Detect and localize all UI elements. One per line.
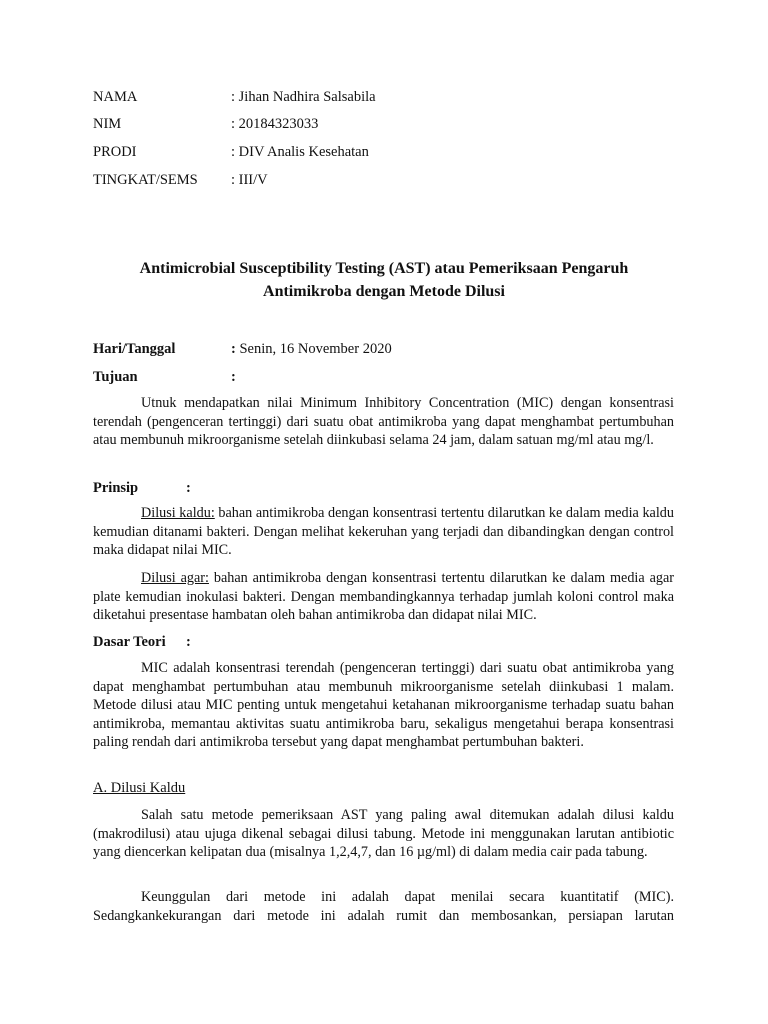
section-a-paragraph-1: Salah satu metode pemeriksaan AST yang paling awal ditemukan adalah dilusi kaldu (makrodilusi) atau ujuga dikenal sebagai dilusi tabung. Metode ini menggunakan larutan antibiotic yang diencerkan kelipatan dua (misalnya 1,2,4,7, dan 16 µg/ml) di dalam media cair pada tabung.	[93, 807, 674, 861]
dasar-teori-paragraph: MIC adalah konsentrasi terendah (pengenceran tertinggi) dari suatu obat antimikroba yang dapat menghambat pertumbuhan atau membunuh mikroorganisme setelah diinkubasi 1 malam. Metode dilusi atau MIC penting untuk mengetahui ketahanan mikroorganisme terhadap suatu bahan antimikroba, memantau aktivitas suatu antimikroba baru, sekaligus mengetahui berapa konsentrasi paling rendah dari antimikroba tersebut yang dapat menghambat pertumbuhan bakteri.	[93, 660, 674, 751]
dilusi-agar-text: bahan antimikroba dengan konsentrasi tertentu dilarutkan ke dalam media agar plate kemudian inokulasi bakteri. Dengan membandingkannya terhadap jumlah koloni control maka diketahui presentase hambatan oleh bahan antimikroba dan didapat nilai MIC.	[93, 570, 674, 624]
tujuan-paragraph: Utnuk mendapatkan nilai Minimum Inhibitory Concentration (MIC) dengan konsentrasi terendah (pengenceran tertinggi) dari suatu obat antimikroba yang dapat menghambat pertumbuhan atau membunuh mikroorganisme setelah diinkubasi selama 24 jam, dalam satuan mg/ml atau mg/l.	[93, 395, 674, 449]
dasar-teori-label: Dasar Teori	[93, 634, 166, 650]
prodi-value: : DIV Analis Kesehatan	[231, 144, 369, 160]
tingkat-value: : III/V	[231, 172, 268, 188]
nim-value: : 20184323033	[231, 116, 319, 132]
prodi-label: PRODI	[93, 144, 137, 160]
section-a-paragraph-2: Keunggulan dari metode ini adalah dapat menilai secara kuantitatif (MIC). Sedangkankekurangan dari metode ini adalah rumit dan membosankan, persiapan larutan	[93, 889, 674, 924]
prinsip-colon: :	[186, 480, 191, 496]
dilusi-kaldu-paragraph	[93, 504, 674, 560]
nim-label: NIM	[93, 116, 122, 132]
nama-value: : Jihan Nadhira Salsabila	[231, 89, 376, 105]
title-line-1: Antimicrobial Susceptibility Testing (AST) atau Pemeriksaan Pengaruh	[139, 260, 629, 277]
dilusi-kaldu-term: Dilusi kaldu:	[141, 505, 215, 521]
hari-tanggal-line	[231, 339, 392, 359]
document-title	[70, 257, 698, 303]
hari-tanggal-value: Senin, 16 November 2020	[235, 341, 392, 357]
nama-label: NAMA	[93, 89, 138, 105]
section-a-heading: A. Dilusi Kaldu	[93, 780, 186, 796]
tujuan-label: Tujuan	[93, 369, 138, 385]
title-line-2: Antimikroba dengan Metode Dilusi	[263, 283, 505, 300]
dilusi-kaldu-text: bahan antimikroba dengan konsentrasi tertentu dilarutkan ke dalam media kaldu kemudian ditanami bakteri. Dengan melihat kekeruhan yang terjadi dan dibandingkan dengan control maka didapat nilai MIC.	[93, 505, 674, 559]
dasar-teori-colon: :	[186, 634, 191, 650]
dilusi-agar-paragraph	[93, 569, 674, 625]
prinsip-label: Prinsip	[93, 480, 139, 496]
dilusi-agar-term: Dilusi agar:	[141, 570, 209, 586]
hari-tanggal-label: Hari/Tanggal	[93, 341, 176, 357]
tujuan-colon: :	[231, 369, 236, 385]
hari-tanggal-colon: :	[231, 341, 236, 357]
tingkat-label: TINGKAT/SEMS	[93, 172, 198, 188]
